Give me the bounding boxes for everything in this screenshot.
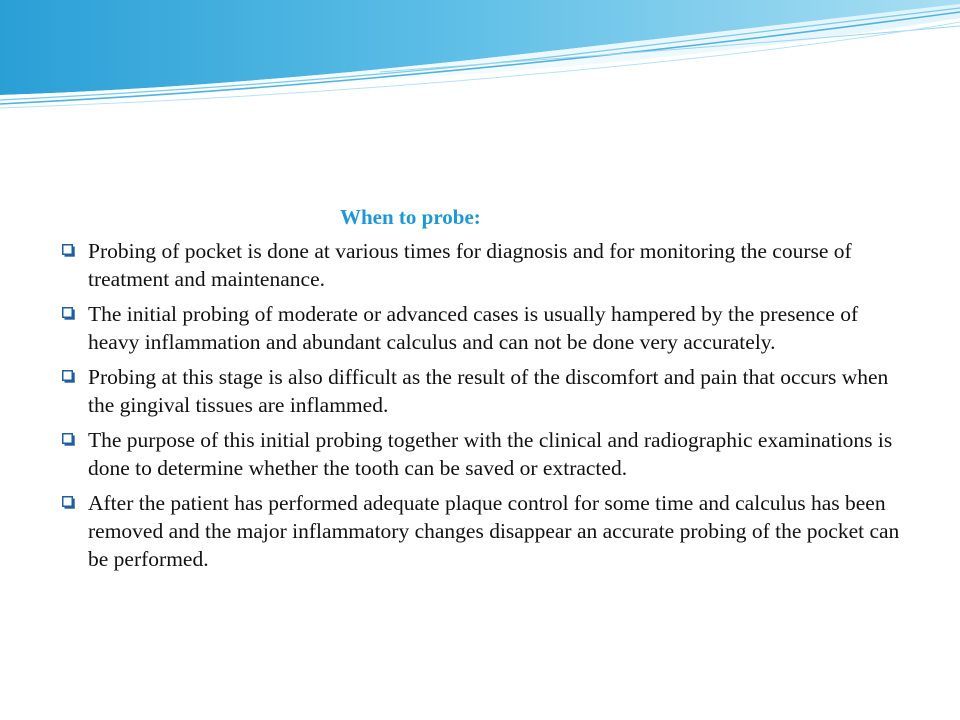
bullet-text: The initial probing of moderate or advanced cases is usually hampered by the presence of heavy inflammation and abundant calculus and can not be done very accurately. (88, 302, 859, 354)
bullet-list (60, 237, 910, 573)
bullet-text: After the patient has performed adequate plaque control for some time and calculus has been removed and the major inflammatory changes disappear an accurate probing of the pocket can be performed. (88, 491, 900, 571)
bullet-item (60, 300, 910, 356)
hollow-square-bullet-icon (62, 244, 75, 257)
hollow-square-bullet-icon (62, 496, 75, 509)
header-wave-decoration (0, 0, 960, 130)
bullet-item (60, 426, 910, 482)
hollow-square-bullet-icon (62, 370, 75, 383)
hollow-square-bullet-icon (62, 433, 75, 446)
bullet-item (60, 489, 910, 573)
slide-content (60, 203, 910, 580)
bullet-text: Probing of pocket is done at various times for diagnosis and for monitoring the course of treatment and maintenance. (88, 239, 852, 291)
bullet-text: The purpose of this initial probing together with the clinical and radiographic examinations is done to determine whether the tooth can be saved or extracted. (88, 428, 893, 480)
slide-title: When to probe: (340, 205, 481, 229)
wave-band-main (0, 0, 960, 95)
bullet-item (60, 363, 910, 419)
hollow-square-bullet-icon (62, 307, 75, 320)
bullet-item (60, 237, 910, 293)
bullet-text: Probing at this stage is also difficult as the result of the discomfort and pain that occurs when the gingival tissues are inflammed. (88, 365, 889, 417)
